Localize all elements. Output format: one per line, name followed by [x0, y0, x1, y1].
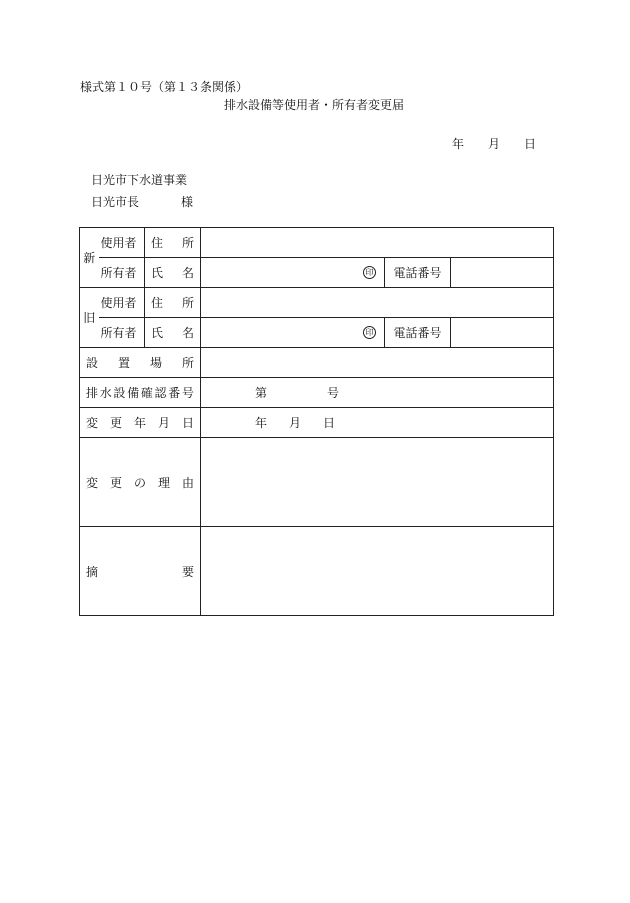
- location-label: 設 置 場 所: [80, 348, 201, 378]
- new-phone-field[interactable]: [451, 258, 554, 288]
- new-address-field[interactable]: [201, 228, 554, 258]
- new-phone-label: 電話番号: [385, 258, 451, 288]
- confirmation-number-field[interactable]: [201, 378, 554, 408]
- remarks-field[interactable]: [201, 527, 554, 616]
- confirmation-number-label: 排 水 設 備 確 認 番 号: [80, 378, 201, 408]
- old-address-row: [80, 288, 554, 318]
- old-name-row: [80, 318, 554, 348]
- addressee-honorific: 様: [181, 195, 194, 209]
- new-group-label: 新: [80, 228, 99, 288]
- addressee-org: 日光市下水道事業: [91, 173, 188, 187]
- old-address-label: 住 所: [145, 288, 201, 318]
- reason-field[interactable]: [201, 438, 554, 527]
- location-field[interactable]: [201, 348, 554, 378]
- new-address-row: [80, 228, 554, 258]
- submission-date: [452, 137, 536, 151]
- old-address-field[interactable]: [201, 288, 554, 318]
- old-user-label: 使用者: [99, 288, 145, 318]
- new-address-label: 住 所: [145, 228, 201, 258]
- date-day-label: 日: [523, 137, 536, 151]
- change-notification-table: [79, 227, 554, 616]
- old-name-field[interactable]: [201, 318, 385, 348]
- seal-mark-icon: 印: [363, 266, 376, 279]
- new-user-label: 使用者: [99, 228, 145, 258]
- new-name-label: 氏 名: [145, 258, 201, 288]
- remarks-label: 摘 要: [80, 527, 201, 616]
- date-month-label: 月: [487, 137, 500, 151]
- new-name-row: [80, 258, 554, 288]
- change-date-label: 変 更 年 月 日: [80, 408, 201, 438]
- old-phone-field[interactable]: [451, 318, 554, 348]
- date-year-label: 年: [452, 137, 465, 151]
- addressee-mayor-title: 日光市長: [91, 195, 140, 209]
- seal-mark-icon: 印: [363, 326, 376, 339]
- change-date-row: [80, 408, 554, 438]
- old-group-label: 旧: [80, 288, 99, 348]
- reason-label: 変 更 の 理 由: [80, 438, 201, 527]
- addressee-block: [91, 173, 193, 217]
- reason-row: [80, 438, 554, 527]
- new-name-field[interactable]: [201, 258, 385, 288]
- form-title: 排水設備等使用者・所有者変更届: [224, 98, 405, 112]
- old-phone-label: 電話番号: [385, 318, 451, 348]
- old-owner-label: 所有者: [99, 318, 145, 348]
- change-date-field[interactable]: 年 月 日: [201, 408, 554, 438]
- location-row: [80, 348, 554, 378]
- confirmation-suffix: 号: [327, 386, 340, 400]
- addressee-mayor: [91, 195, 193, 209]
- confirmation-number-row: [80, 378, 554, 408]
- remarks-row: [80, 527, 554, 616]
- new-owner-label: 所有者: [99, 258, 145, 288]
- form-number: 様式第１０号（第１３条関係）: [80, 80, 249, 94]
- old-name-label: 氏 名: [145, 318, 201, 348]
- confirmation-prefix: 第: [255, 386, 268, 400]
